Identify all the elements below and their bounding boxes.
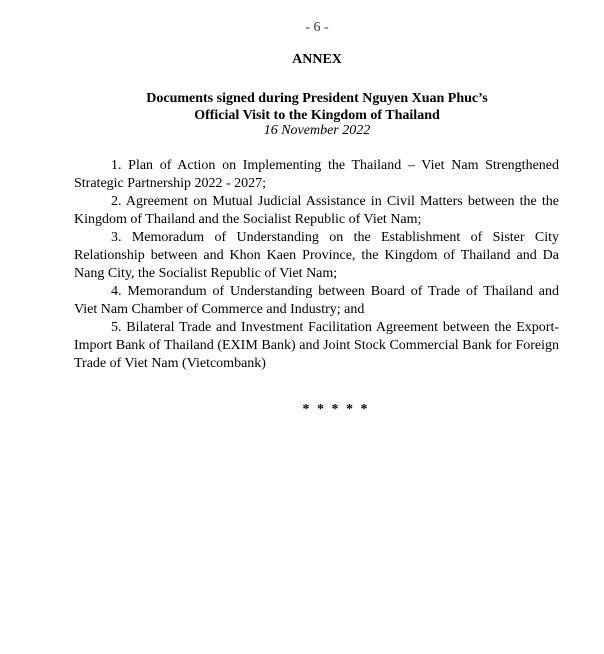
closing-stars: * * * * * — [302, 402, 370, 417]
list-item-4: 4. Memorandum of Understanding between Board of Trade of Thailand and Viet Nam Chamber of Commerce and Industry; and — [74, 284, 559, 317]
heading-line-1: Documents signed during President Nguyen Xuan Phuc’s — [146, 91, 488, 106]
page-number: - 6 - — [305, 20, 329, 35]
document-date: 16 November 2022 — [263, 123, 371, 138]
list-item-2: 2. Agreement on Mutual Judicial Assistance in Civil Matters between the the Kingdom of Thailand and the Socialist Republic of Viet Nam; — [74, 194, 559, 227]
list-item-5: 5. Bilateral Trade and Investment Facilitation Agreement between the Export-Import Bank of Thailand (EXIM Bank) and Joint Stock Commercial Bank for Foreign Trade of Viet Nam (Vietcombank) — [74, 320, 559, 371]
document-heading — [0, 90, 604, 124]
list-item-3: 3. Memoradum of Understanding on the Establishment of Sister City Relationship between and Khon Kaen Province, the Kingdom of Thailand and Da Nang City, the Socialist Republic of Viet Nam; — [74, 230, 559, 281]
heading-line-2: Official Visit to the Kingdom of Thailand — [194, 108, 440, 123]
annex-title: ANNEX — [292, 52, 342, 67]
list-item-1: 1. Plan of Action on Implementing the Thailand – Viet Nam Strengthened Strategic Partnership 2022 - 2027; — [74, 158, 559, 191]
document-list — [74, 157, 559, 373]
